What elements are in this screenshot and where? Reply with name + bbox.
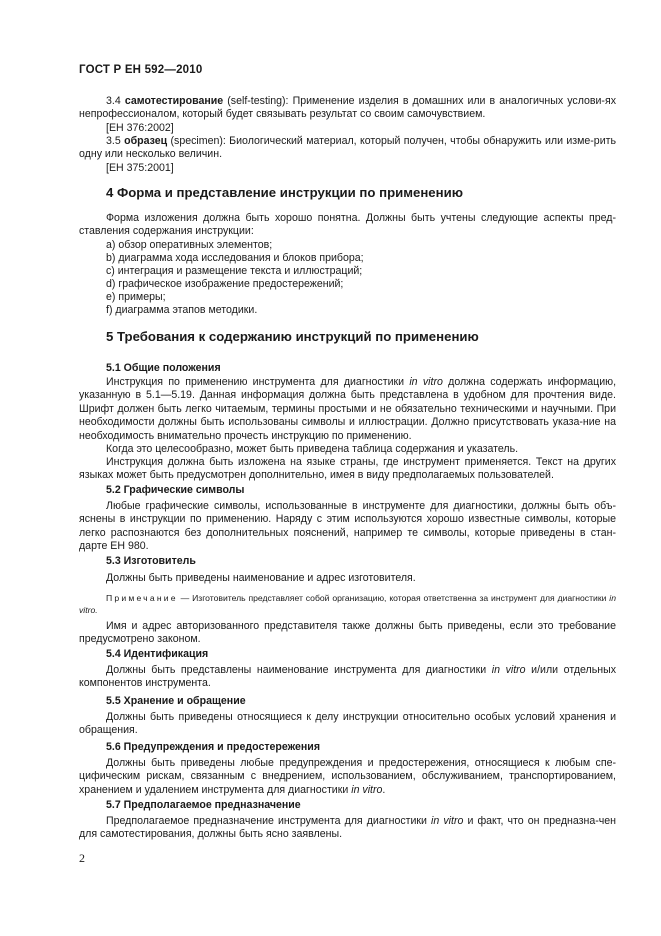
subsection-5-2-para-1: Любые графические символы, использованные в инструменте для диагностики, должны быть объ-яснены в инструкции по применению. Наряду с этим используются хорошо известные символы, которые легко распознаются без дополнительных пояснений, например те символы, которые приведены в стан-дарте ЕН 980. (79, 500, 616, 553)
subsection-5-3-para-2: Имя и адрес авторизованного представителя также должны быть приведены, если это требование предусмотрено законом. (79, 620, 616, 646)
definition-3-5-ref: [ЕН 375:2001] (106, 162, 174, 174)
document-header: ГОСТ Р ЕН 592—2010 (79, 64, 203, 76)
subsection-5-3-para-1: Должны быть приведены наименование и адрес изготовителя. (106, 572, 416, 584)
definition-3-4: 3.4 самотестирование (self-testing): Применение изделия в домашних или в аналогичных услови-ях непрофессионалом, который будет связывать результат со своим самочувствием. (79, 95, 616, 121)
list-item: c) интеграция и размещение текста и иллюстраций; (106, 265, 363, 277)
page-number: 2 (79, 851, 85, 865)
subsection-5-6-heading: 5.6 Предупреждения и предостережения (106, 741, 321, 753)
subsection-5-4-heading: 5.4 Идентификация (106, 648, 209, 660)
list-item: f) диаграмма этапов методики. (106, 304, 258, 316)
section-4-title: 4 Форма и представление инструкции по применению (106, 185, 463, 200)
subsection-5-6-para-1: Должны быть приведены любые предупреждения и предостережения, относящиеся к любым спе-цифическим рискам, связанным с внедрением, использованием, обслуживанием, транспортированием, хранением и удалением инструмента для диагностики in vitro. (79, 757, 616, 796)
subsection-5-3-heading: 5.3 Изготовитель (106, 555, 196, 567)
subsection-5-1-heading: 5.1 Общие положения (106, 362, 221, 374)
section-4-intro: Форма изложения должна быть хорошо понятна. Должны быть учтены следующие аспекты пред-ставления содержания инструкции: (79, 212, 616, 238)
subsection-5-5-para-1: Должны быть приведены относящиеся к делу инструкции относительно особых условий хранения и обращения. (79, 711, 616, 737)
definition-3-4-ref: [ЕН 376:2002] (106, 122, 174, 134)
note: Примечание — Изготовитель представляет собой организацию, которая ответственна за инструмент для диагностики in vitro. (79, 593, 616, 616)
subsection-5-2-heading: 5.2 Графические символы (106, 484, 245, 496)
definition-3-5: 3.5 образец (specimen): Биологический материал, который получен, чтобы обнаружить или изме-рить одну или несколько величин. (79, 135, 616, 161)
subsection-5-7-para-1: Предполагаемое предназначение инструмента для диагностики in vitro и факт, что он предназна-чен для самотестирования, должны быть ясно заявлены. (79, 815, 617, 841)
subsection-5-1-para-3: Инструкция должна быть изложена на языке страны, где инструмент применяется. Текст на других языках может быть предусмотрен дополнительно, имея в виду предполагаемых пользователей. (79, 456, 616, 482)
subsection-5-5-heading: 5.5 Хранение и обращение (106, 695, 246, 707)
section-5-title: 5 Требования к содержанию инструкций по применению (106, 329, 479, 344)
subsection-5-1-para-2: Когда это целесообразно, может быть приведена таблица содержания и указатель. (106, 443, 519, 455)
subsection-5-4-para-1: Должны быть представлены наименование инструмента для диагностики in vitro и/или отдельных компонентов инструмента. (79, 664, 616, 690)
subsection-5-1-para-1: Инструкция по применению инструмента для диагностики in vitro должна содержать информацию, указанную в 5.1—5.19. Данная информация должна быть представлена в удобном для прочтения виде. Шрифт должен быть легко читаемым, термины простыми и не обязательно техническими и научными. При необходимости должны быть использованы символы и иллюстрации. Должно присутствовать указа-ние на необходимость внимательно прочесть инструкцию по применению. (79, 376, 617, 442)
subsection-5-7-heading: 5.7 Предполагаемое предназначение (106, 799, 301, 811)
list-item: d) графическое изображение предостережений; (106, 278, 344, 290)
list-item: e) примеры; (106, 291, 166, 303)
list-item: a) обзор оперативных элементов; (106, 239, 273, 251)
list-item: b) диаграмма хода исследования и блоков прибора; (106, 252, 364, 264)
